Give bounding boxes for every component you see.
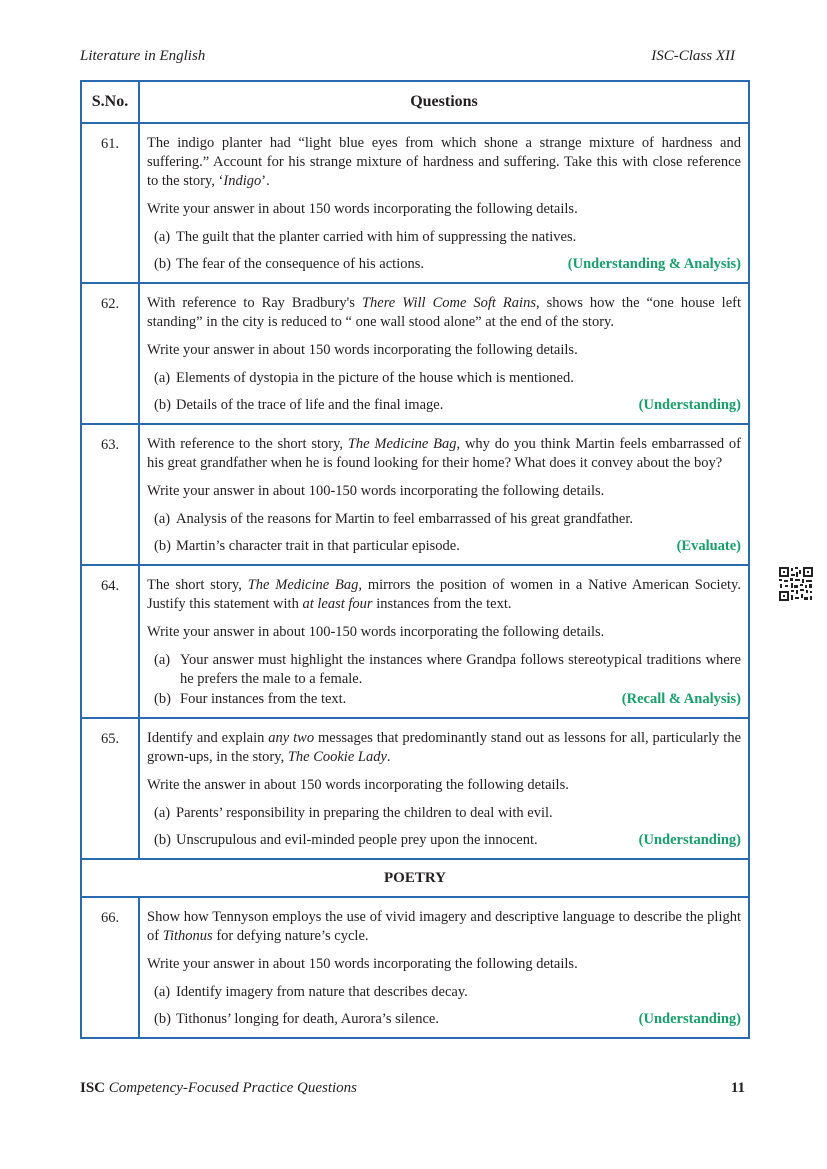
instruction: Write your answer in about 100-150 words incorporating the following details.: [147, 624, 605, 640]
instruction: Write your answer in about 150 words incorporating the following details.: [147, 956, 578, 972]
footer-title: [80, 1080, 357, 1097]
option-b: [147, 537, 741, 556]
instruction: Write your answer in about 150 words incorporating the following details.: [147, 201, 578, 217]
question-cell: [139, 718, 749, 859]
option-label: (b): [154, 1011, 171, 1027]
question-text: [147, 908, 741, 946]
emphasis-text: at least four: [302, 596, 373, 612]
subject-title: Literature in English: [80, 48, 206, 64]
option-a: [147, 983, 741, 1002]
running-head: [80, 48, 735, 70]
story-title: There Will Come Soft Rains: [361, 295, 536, 311]
option-text: Tithonus’ longing for death, Aurora’s silence.: [176, 1011, 439, 1027]
sno-header: S.No.: [81, 81, 139, 123]
poem-title: Tithonus: [162, 928, 213, 944]
option-text: The guilt that the planter carried with him of suppressing the natives.: [176, 229, 577, 245]
question-number: 62.: [81, 283, 139, 424]
competency-tag: (Recall & Analysis): [621, 691, 741, 707]
question-text: [147, 435, 741, 473]
section-heading: POETRY: [81, 859, 749, 897]
option-b: [147, 1010, 741, 1029]
question-text-part: instances from the text.: [372, 596, 512, 612]
question-text-part: Identify and explain: [147, 730, 269, 746]
question-text-part: .: [386, 749, 391, 765]
option-text: Identify imagery from nature that describes decay.: [176, 984, 468, 1000]
question-row-65: [81, 718, 749, 859]
question-text: [147, 134, 741, 191]
option-b: [147, 690, 741, 709]
table-header-row: [81, 81, 749, 123]
question-text-part: The indigo planter had “light blue eyes from which shone a strange mixture of hardness and suffering.” Account for his strange mixture of hardness and suffering. Take this with close reference to the story, ‘: [147, 135, 741, 189]
story-title: The Cookie Lady: [287, 749, 387, 765]
instruction: Write the answer in about 150 words incorporating the following details.: [147, 777, 569, 793]
option-a: [147, 510, 741, 529]
question-text-part: mirrors the position of women in a Native American Society. Justify this statement with: [147, 577, 741, 612]
competency-tag: (Understanding): [638, 832, 741, 848]
question-text-part: for defying nature’s cycle.: [212, 928, 369, 944]
question-text-part: messages that predominantly stand out as lessons for all, particularly the grown-ups, in the story,: [147, 730, 742, 765]
question-number: 65.: [81, 718, 139, 859]
option-a: [147, 651, 741, 689]
option-b: [147, 831, 741, 850]
option-label: (a): [154, 984, 171, 1000]
option-a: [147, 369, 741, 388]
option-text: Your answer must highlight the instances where Grandpa follows stereotypical traditions where he prefers the male to a female.: [180, 652, 741, 687]
question-number: 63.: [81, 424, 139, 565]
question-number: 66.: [81, 897, 139, 1038]
footer-publication-title: Competency-Focused Practice Questions: [108, 1080, 358, 1096]
instruction: Write your answer in about 100-150 words incorporating the following details.: [147, 483, 605, 499]
question-cell: [139, 897, 749, 1038]
qr-code-icon: [778, 566, 814, 602]
competency-tag: (Understanding): [638, 397, 741, 413]
option-label: (a): [154, 229, 171, 245]
option-text: The fear of the consequence of his actions.: [176, 256, 425, 272]
question-number: 64.: [81, 565, 139, 718]
question-text-part: The short story,: [147, 577, 248, 593]
option-text: Analysis of the reasons for Martin to feel embarrassed of his great grandfather.: [176, 511, 633, 527]
option-text: Martin’s character trait in that particular episode.: [176, 538, 460, 554]
class-title: ISC-Class XII: [651, 48, 735, 64]
emphasis-text: any two: [268, 730, 315, 746]
option-label: (a): [154, 805, 171, 821]
competency-tag: (Understanding): [638, 1011, 741, 1027]
option-label: (a): [154, 511, 171, 527]
questions-header: Questions: [139, 81, 749, 123]
competency-tag: (Evaluate): [676, 538, 741, 554]
page-footer: [80, 1080, 745, 1102]
section-row-poetry: [81, 859, 749, 897]
question-text-part: , why do you think Martin feels embarrassed of his great grandfather when he is found looking for their home? What does it convey about the boy?: [147, 436, 741, 471]
question-text: [147, 294, 741, 332]
question-text-part: With reference to Ray Bradbury's: [147, 295, 362, 311]
option-label: (b): [154, 256, 171, 272]
question-text-part: Show how Tennyson employs the use of vivid imagery and descriptive language to describe the plight of: [147, 909, 741, 944]
story-title: Indigo: [223, 173, 262, 189]
option-label: (b): [154, 538, 171, 554]
question-row-64: [81, 565, 749, 718]
footer-brand: ISC: [80, 1080, 106, 1096]
question-number: 61.: [81, 123, 139, 283]
question-text-part: With reference to the short story,: [147, 436, 348, 452]
option-text: Four instances from the text.: [180, 691, 347, 707]
competency-tag: (Understanding & Analysis): [567, 256, 741, 272]
question-cell: [139, 565, 749, 718]
question-row-62: [81, 283, 749, 424]
instruction: Write your answer in about 150 words incorporating the following details.: [147, 342, 578, 358]
question-text: [147, 576, 741, 614]
question-cell: [139, 283, 749, 424]
page-number: 11: [730, 1080, 745, 1096]
story-title: The Medicine Bag,: [247, 577, 362, 593]
option-b: [147, 396, 741, 415]
option-text: Unscrupulous and evil-minded people prey upon the innocent.: [176, 832, 538, 848]
question-cell: [139, 123, 749, 283]
option-label: (a): [154, 652, 171, 668]
option-b: [147, 255, 741, 274]
option-a: [147, 804, 741, 823]
question-row-63: [81, 424, 749, 565]
story-title: The Medicine Bag: [347, 436, 457, 452]
questions-table: [80, 80, 750, 1039]
question-text: [147, 729, 741, 767]
option-label: (b): [154, 397, 171, 413]
option-text: Details of the trace of life and the final image.: [176, 397, 444, 413]
question-row-66: [81, 897, 749, 1038]
option-label: (a): [154, 370, 171, 386]
option-label: (b): [154, 832, 171, 848]
option-text: Parents’ responsibility in preparing the children to deal with evil.: [176, 805, 553, 821]
question-row-61: [81, 123, 749, 283]
question-text-part: , shows how the “one house left standing” in the city is reduced to “ one wall stood alone” at the end of the story.: [147, 295, 741, 330]
option-a: [147, 228, 741, 247]
option-label: (b): [154, 691, 171, 707]
question-text-part: ’.: [261, 173, 270, 189]
question-cell: [139, 424, 749, 565]
option-text: Elements of dystopia in the picture of the house which is mentioned.: [176, 370, 574, 386]
